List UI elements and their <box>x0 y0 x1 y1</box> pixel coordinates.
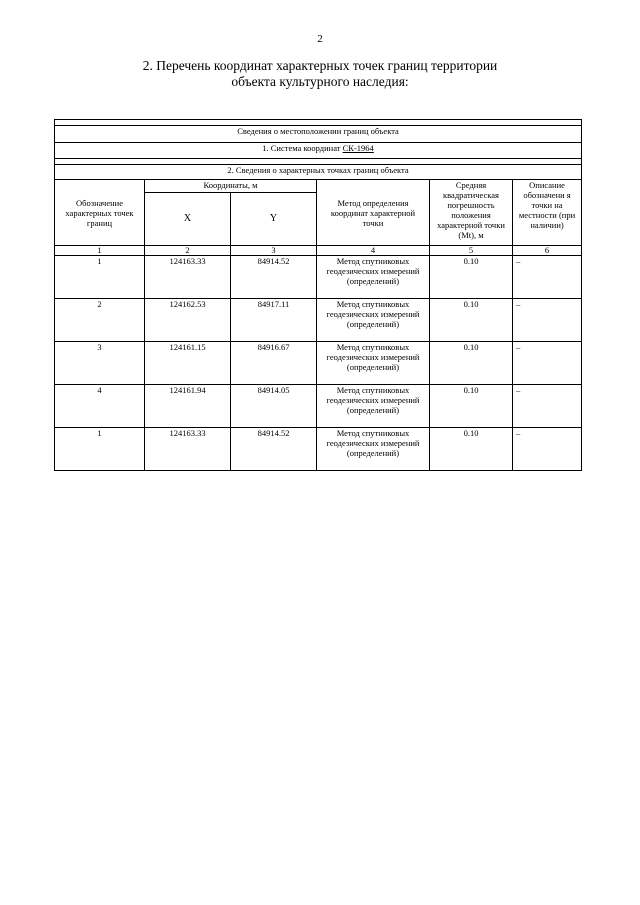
header-method: Метод определения координат характерной точки <box>317 180 430 246</box>
cell-x: 124162.53 <box>145 299 231 342</box>
header-coordinates: Координаты, м <box>145 180 317 193</box>
cell-x: 124161.15 <box>145 342 231 385</box>
cell-y: 84917.11 <box>231 299 317 342</box>
document-title <box>0 58 640 90</box>
cell-y: 84914.52 <box>231 256 317 299</box>
cell-error: 0.10 <box>430 385 513 428</box>
cell-point: 2 <box>55 299 145 342</box>
section-header: Сведения о местоположении границ объекта <box>55 126 582 143</box>
header-designation: Обозначение характерных точек границ <box>55 180 145 246</box>
coordinate-system-label: 1. Система координат <box>262 143 341 153</box>
coordinates-table <box>54 119 582 471</box>
col-number: 6 <box>513 246 582 256</box>
cell-method: Метод спутниковых геодезических измерений (определений) <box>317 385 430 428</box>
cell-description: – <box>513 299 582 342</box>
cell-y: 84914.52 <box>231 428 317 471</box>
cell-point: 1 <box>55 256 145 299</box>
points-header: 2. Сведения о характерных точках границ объекта <box>55 165 582 180</box>
table-row <box>55 299 582 342</box>
title-line-1: 2. Перечень координат характерных точек границ территории <box>142 58 498 73</box>
cell-x: 124163.33 <box>145 256 231 299</box>
page-number: 2 <box>317 33 323 45</box>
col-number: 5 <box>430 246 513 256</box>
table-row <box>55 385 582 428</box>
cell-x: 124163.33 <box>145 428 231 471</box>
header-description: Описание обозначени я точки на местности (при наличии) <box>513 180 582 246</box>
cell-point: 4 <box>55 385 145 428</box>
cell-description: – <box>513 342 582 385</box>
cell-method: Метод спутниковых геодезических измерений (определений) <box>317 342 430 385</box>
cell-error: 0.10 <box>430 256 513 299</box>
header-error: Средняя квадратическая погрешность положения характерной точки (Mt), м <box>430 180 513 246</box>
cell-point: 3 <box>55 342 145 385</box>
col-number: 2 <box>145 246 231 256</box>
cell-method: Метод спутниковых геодезических измерений (определений) <box>317 256 430 299</box>
header-y: Y <box>231 193 317 246</box>
table-row <box>55 428 582 471</box>
table-row <box>55 342 582 385</box>
cell-x: 124161.94 <box>145 385 231 428</box>
col-number: 4 <box>317 246 430 256</box>
coordinate-system-value: СК-1964 <box>342 143 374 153</box>
cell-error: 0.10 <box>430 299 513 342</box>
cell-error: 0.10 <box>430 428 513 471</box>
header-x: X <box>145 193 231 246</box>
cell-point: 1 <box>55 428 145 471</box>
col-number: 3 <box>231 246 317 256</box>
col-number: 1 <box>55 246 145 256</box>
table-row <box>55 256 582 299</box>
cell-method: Метод спутниковых геодезических измерений (определений) <box>317 299 430 342</box>
cell-error: 0.10 <box>430 342 513 385</box>
cell-description: – <box>513 256 582 299</box>
cell-y: 84916.67 <box>231 342 317 385</box>
cell-method: Метод спутниковых геодезических измерений (определений) <box>317 428 430 471</box>
cell-description: – <box>513 428 582 471</box>
cell-description: – <box>513 385 582 428</box>
cell-y: 84914.05 <box>231 385 317 428</box>
coordinate-system-row <box>55 143 582 159</box>
title-line-2: объекта культурного наследия: <box>231 74 409 89</box>
